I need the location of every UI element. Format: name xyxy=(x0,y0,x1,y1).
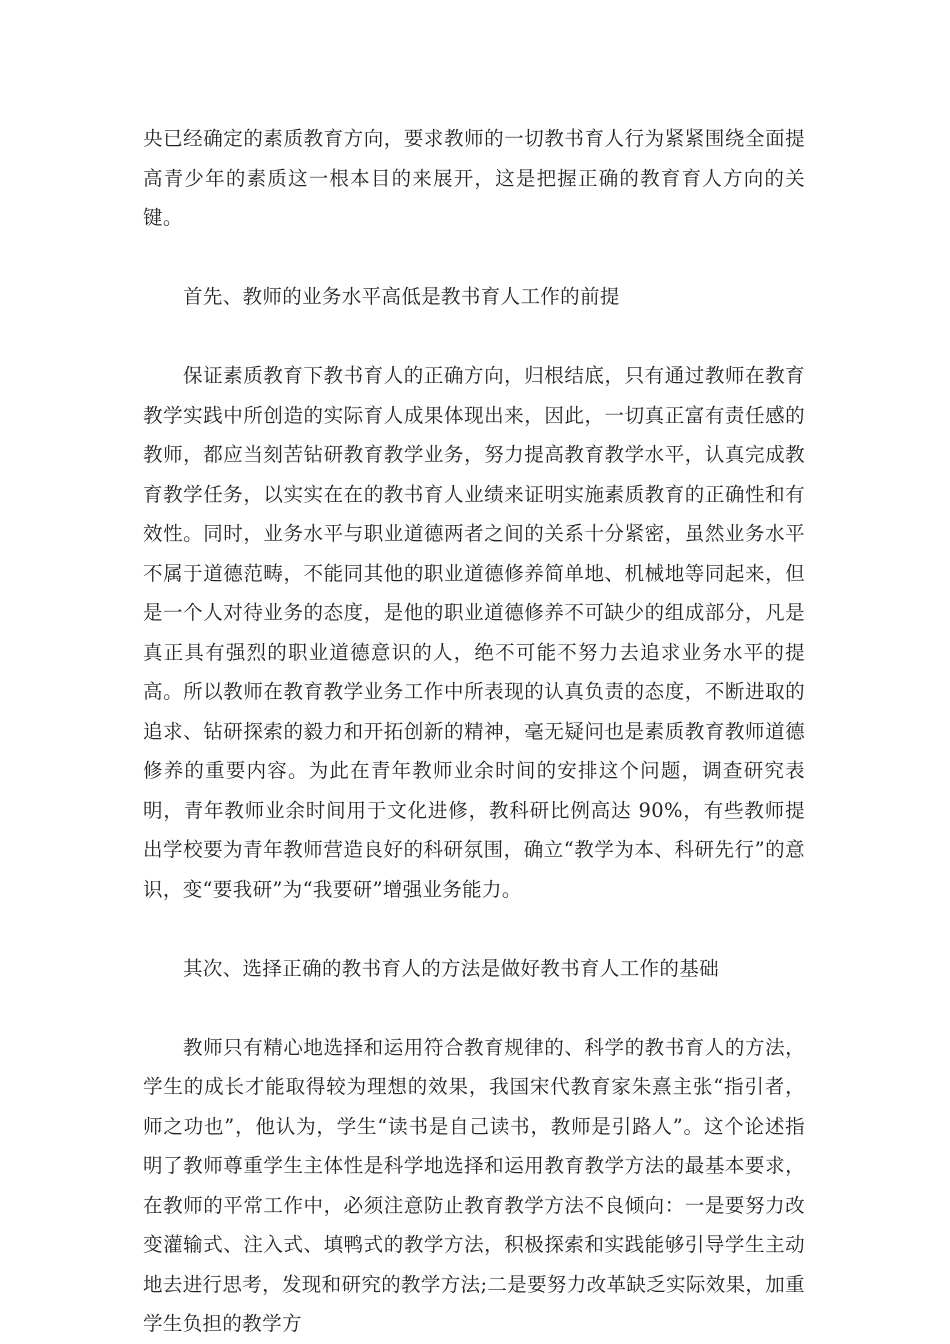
paragraph-gap xyxy=(143,317,805,357)
section-heading-first: 首先、教师的业务水平高低是教书育人工作的前提 xyxy=(183,285,620,308)
section-heading-second: 其次、选择正确的教书育人的方法是做好教书育人工作的基础 xyxy=(183,956,719,980)
paragraph-business-level: 保证素质教育下教书育人的正确方向，归根结底，只有通过教师在教育教学实践中所创造的实际育人成果体现出来，因此，一切真正富有责任感的教师，都应当刻苦钻研教育教学业务，努力提高教育教学水平，认真完成教育教学任务，以实实在在的教书育人业绩来证明实施素质教育的正确性和有效性。同时，业务水平与职业道德两者之间的关系十分紧密，虽然业务水平不属于道德范畴，不能同其他的职业道德修养简单地、机械地等同起来，但是一个人对待业务的态度，是他的职业道德修养不可缺少的组成部分，凡是真正具有强烈的职业道德意识的人，绝不可能不努力去追求业务水平的提高。所以教师在教育教学业务工作中所表现的认真负责的态度，不断进取的追求、钻研探索的毅力和开拓创新的精神，毫无疑问也是素质教育教师道德修养的重要内容。为此在青年教师业余时间的安排这个问题，调查研究表明，青年教师业余时间用于文化进修，教科研比例高达 90%，有些教师提出学校要为青年教师营造良好的科研氛围，确立“教学为本、科研先行”的意识，变“要我研”为“我要研”增强业务能力。 xyxy=(143,364,805,901)
document-body xyxy=(143,119,805,1344)
paragraph-continuation: 央已经确定的素质教育方向，要求教师的一切教书育人行为紧紧围绕全面提高青少年的素质这一根本目的来展开，这是把握正确的教育育人方向的关键。 xyxy=(143,127,805,229)
paragraph-gap xyxy=(143,988,805,1028)
paragraph-teaching-method: 教师只有精心地选择和运用符合教育规律的、科学的教书育人的方法，学生的成长才能取得较为理想的效果，我国宋代教育家朱熹主张“指引者，师之功也”，他认为，学生“读书是自己读书，教师是引路人”。这个论述指明了教师尊重学生主体性是科学地选择和运用教育教学方法的最基本要求，在教师的平常工作中，必须注意防止教育教学方法不良倾向：一是要努力改变灌输式、注入式、填鸭式的教学方法，积极探索和实践能够引导学生主动地去进行思考，发现和研究的教学方法;二是要努力改革缺乏实际效果，加重学生负担的教学方 xyxy=(143,1035,805,1335)
paragraph-gap xyxy=(143,238,805,278)
paragraph-gap xyxy=(143,909,805,949)
